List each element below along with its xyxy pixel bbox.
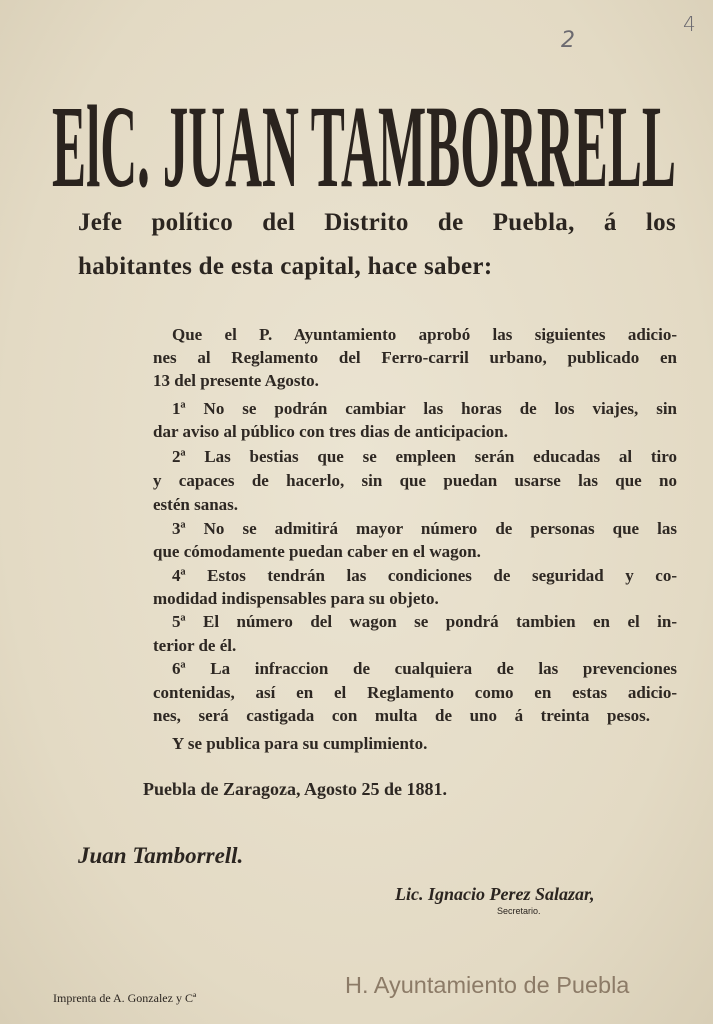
article-3: 3ª No se admitirá mayor número de personas que las: [172, 519, 677, 538]
signature-jefe: Juan Tamborrell.: [78, 843, 244, 868]
body-line: Que el P. Ayuntamiento aprobó las siguientes adicio-: [172, 325, 677, 344]
archive-watermark: H. Ayuntamiento de Puebla: [345, 972, 630, 998]
pencil-folio-number: 2: [561, 28, 575, 53]
body-line: nes al Reglamento del Ferro-carril urbano, publicado en: [153, 348, 677, 367]
subtitle-line-1: Jefe político del Distrito de Puebla, á los: [78, 209, 676, 236]
signature-secretary: Lic. Ignacio Perez Salazar,: [395, 884, 595, 904]
article-6: 6ª La infraccion de cualquiera de las prevenciones: [172, 659, 677, 678]
body-line: 13 del presente Agosto.: [153, 371, 319, 390]
body-line: estén sanas.: [153, 495, 239, 514]
place-date: Puebla de Zaragoza, Agosto 25 de 1881.: [143, 779, 447, 799]
body-line: contenidas, así en el Reglamento como en estas adicio-: [153, 683, 677, 702]
body-line: nes, será castigada con multa de uno á treinta pesos.: [153, 706, 650, 725]
body-line: terior de él.: [153, 636, 237, 655]
article-1: 1ª No se podrán cambiar las horas de los viajes, sin: [172, 399, 677, 418]
title-heading: [50, 88, 680, 193]
closing-line: Y se publica para su cumplimiento.: [172, 734, 428, 753]
article-5: 5ª El número del wagon se pondrá tambien en el in-: [172, 612, 677, 631]
article-2: 2ª Las bestias que se empleen serán educadas al tiro: [172, 447, 677, 466]
body-line: dar aviso al público con tres dias de anticipacion.: [153, 422, 508, 441]
secretary-role: Secretario.: [497, 906, 541, 916]
printer-imprint: Imprenta de A. Gonzalez y Cª: [53, 991, 197, 1005]
subtitle-line-2: habitantes de esta capital, hace saber:: [78, 253, 493, 280]
article-4: 4ª Estos tendrán las condiciones de seguridad y co-: [172, 566, 677, 585]
body-line: y capaces de hacerlo, sin que puedan usarse las que no: [153, 471, 677, 490]
body-line: que cómodamente puedan caber en el wagon.: [153, 542, 481, 561]
body-line: modidad indispensables para su objeto.: [153, 589, 439, 608]
pencil-page-number: 4: [683, 12, 696, 36]
title-text: ElC. JUAN TAMBORRELL: [52, 88, 676, 193]
